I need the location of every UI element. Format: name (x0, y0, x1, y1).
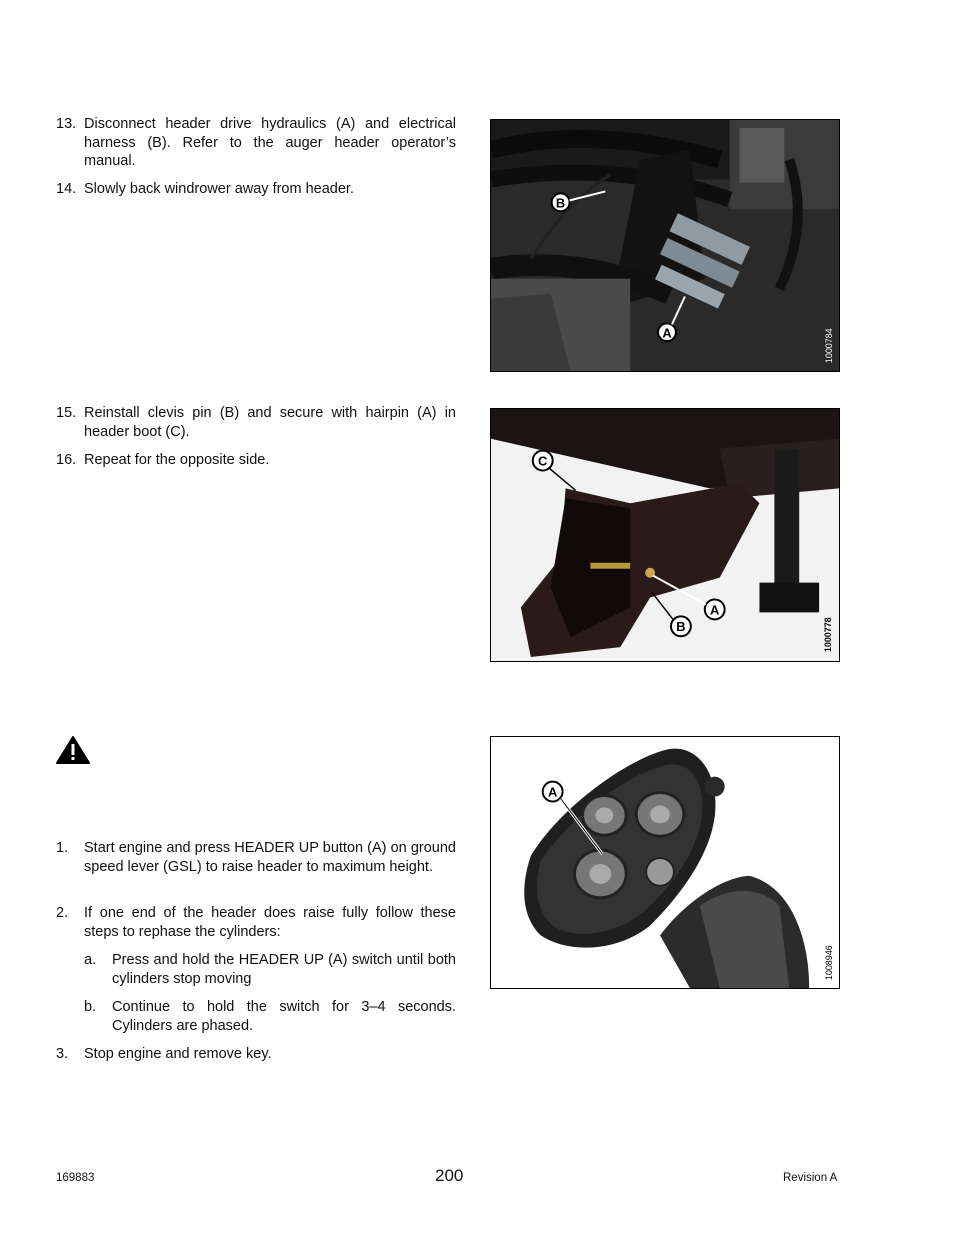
substep-a (84, 951, 456, 988)
figure-id: 1000778 (823, 617, 834, 653)
substep-text: Continue to hold the switch for 3–4 seconds. Cylinders are phased. (112, 999, 456, 1034)
warning-triangle-icon (55, 735, 91, 765)
step-number: 2. (56, 905, 69, 921)
substep-letter: b. (84, 999, 97, 1015)
figure-gsl-handle (490, 736, 840, 989)
step-3 (56, 1045, 456, 1064)
callout-c: C (538, 453, 548, 469)
callout-b: B (555, 195, 566, 211)
substep-b (84, 998, 456, 1035)
step-number: 1. (56, 840, 69, 856)
step-text: Stop engine and remove key. (84, 1046, 272, 1062)
revision-label: Revision A (783, 1172, 838, 1184)
step-text: Reinstall clevis pin (B) and secure with hairpin (A) in header boot (C). (84, 405, 456, 440)
step-2 (56, 904, 456, 941)
step-text: If one end of the header does raise fully follow these steps to rephase the cylinders: (84, 905, 456, 940)
step-number: 13. (56, 116, 77, 132)
step-text: Start engine and press HEADER UP button (A) on ground speed lever (GSL) to raise header to maximum height. (84, 840, 456, 875)
step-number: 16. (56, 452, 77, 468)
step-text: Slowly back windrower away from header. (84, 181, 354, 197)
figure-id: 1000784 (824, 328, 835, 364)
figure-header-boot-photo (490, 408, 840, 662)
step-16 (56, 451, 456, 470)
step-1 (56, 839, 456, 876)
callout-a: A (662, 325, 672, 341)
step-number: 14. (56, 181, 77, 197)
callout-a: A (710, 602, 720, 618)
step-number: 15. (56, 405, 77, 421)
callout-a: A (547, 784, 558, 800)
step-15 (56, 404, 456, 441)
step-13 (56, 115, 456, 171)
step-text: Repeat for the opposite side. (84, 452, 270, 468)
callout-b: B (676, 619, 686, 635)
step-number: 3. (56, 1046, 69, 1062)
figure-id: 1008946 (824, 945, 835, 981)
substep-text: Press and hold the HEADER UP (A) switch until both cylinders stop moving (112, 952, 456, 987)
doc-number: 169883 (56, 1172, 95, 1184)
step-14 (56, 180, 456, 199)
figure-hydraulics-photo (490, 119, 840, 372)
page-number: 200 (435, 1166, 464, 1185)
substep-letter: a. (84, 952, 97, 968)
step-text: Disconnect header drive hydraulics (A) and electrical harness (B). Refer to the auger header operator’s manual. (84, 116, 456, 169)
